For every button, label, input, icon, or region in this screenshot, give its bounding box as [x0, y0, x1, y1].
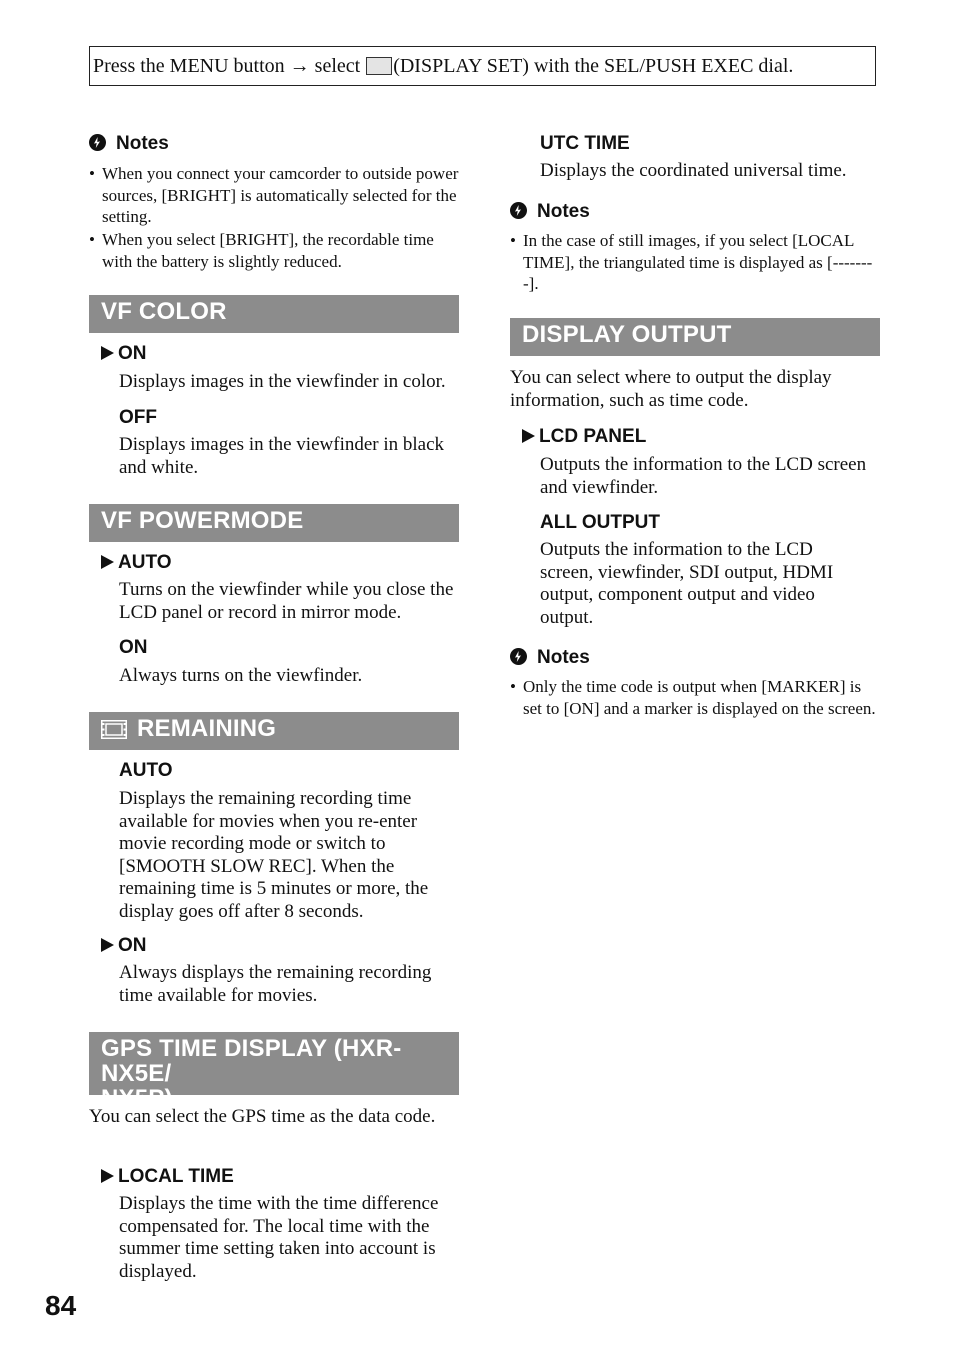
section-remaining: REMAINING — [89, 712, 459, 750]
instruction-before: Press the MENU button — [93, 55, 290, 77]
section-intro: You can select the GPS time as the data code. — [89, 1106, 436, 1127]
option-description: Turns on the viewfinder while you close the LCD panel or record in mirror mode. — [119, 579, 454, 623]
instruction-middle: select — [309, 55, 366, 77]
option-description: Outputs the information to the LCD screen and viewfinder. — [540, 454, 867, 498]
default-marker-icon — [101, 555, 114, 569]
menu-instruction — [89, 46, 876, 86]
instruction-after: (DISPLAY SET) with the SEL/PUSH EXEC dial. — [393, 55, 794, 77]
option-description: Displays the coordinated universal time. — [540, 160, 847, 181]
option-description: Displays images in the viewfinder in color. — [119, 371, 446, 392]
option-description: Displays the remaining recording time available for movies when you re-enter movie recording mode or switch to [SMOOTH SLOW REC]. When the remaining time is 5 minutes or more, the display goes off after 8 seconds. — [119, 788, 429, 922]
option-all-output: ALL OUTPUT — [540, 512, 660, 533]
option-on-default: ON — [101, 935, 147, 957]
option-description: Displays the time with the time difference compensated for. The local time with the summer time setting taken into account is displayed. — [119, 1193, 439, 1282]
default-marker-icon — [101, 346, 114, 360]
note-item: • In the case of still images, if you select [LOCAL TIME], the triangulated time is displayed as [--------]. — [510, 230, 880, 295]
notes-heading: Notes — [510, 647, 590, 669]
option-lcd-panel-default: LCD PANEL — [522, 426, 646, 448]
notes-icon — [510, 648, 527, 665]
display-set-icon — [366, 57, 392, 75]
section-display-output: DISPLAY OUTPUT — [510, 318, 880, 356]
option-description: Always displays the remaining recording time available for movies. — [119, 962, 432, 1006]
notes-icon — [89, 134, 106, 151]
option-auto-default: AUTO — [101, 552, 171, 574]
section-vf-powermode: VF POWERMODE — [89, 504, 459, 542]
option-description: Displays images in the viewfinder in black and white. — [119, 434, 445, 478]
notes-heading: Notes — [510, 201, 590, 223]
film-icon — [101, 720, 127, 739]
notes-icon — [510, 202, 527, 219]
section-gps-time-display: GPS TIME DISPLAY (HXR-NX5E/ NX5P) — [89, 1032, 459, 1095]
default-marker-icon — [101, 938, 114, 952]
page-number: 84 — [45, 1290, 77, 1321]
option-local-time-default: LOCAL TIME — [101, 1166, 234, 1188]
default-marker-icon — [522, 429, 535, 443]
note-item: • When you connect your camcorder to outside power sources, [BRIGHT] is automatically selected for the setting. — [89, 163, 459, 228]
default-marker-icon — [101, 1169, 114, 1183]
note-item: • Only the time code is output when [MARKER] is set to [ON] and a marker is displayed on the screen. — [510, 676, 880, 719]
option-auto: AUTO — [119, 760, 173, 781]
option-off: OFF — [119, 407, 157, 428]
section-vf-color: VF COLOR — [89, 295, 459, 333]
arrow-icon: → — [289, 55, 310, 77]
option-description: Always turns on the viewfinder. — [119, 665, 363, 686]
notes-heading: Notes — [89, 133, 169, 155]
option-utc-time: UTC TIME — [540, 133, 630, 154]
option-description: Outputs the information to the LCD screen, viewfinder, SDI output, HDMI output, component output and video output. — [540, 539, 834, 628]
note-item: • When you select [BRIGHT], the recordable time with the battery is slightly reduced. — [89, 229, 459, 272]
option-on: ON — [119, 637, 148, 658]
option-on-default: ON — [101, 343, 147, 365]
section-intro: You can select where to output the display information, such as time code. — [510, 367, 832, 411]
